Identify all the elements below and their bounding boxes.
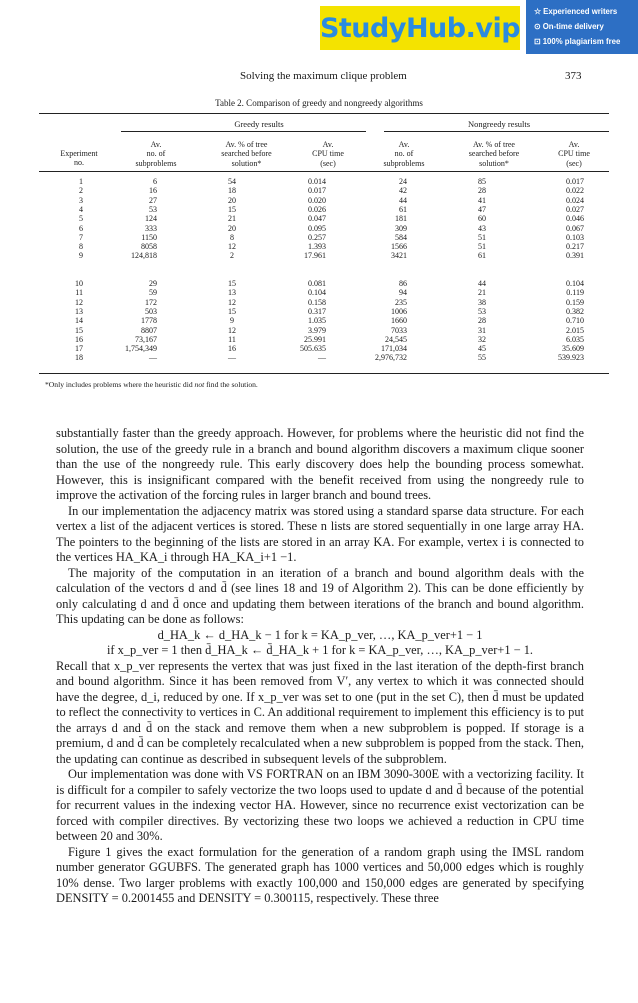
table-cell: 1 [79, 177, 83, 186]
table-cell: 15 [228, 204, 236, 214]
equation: if x_p_ver = 1 then d̄_HA_k ← d̄_HA_k + 1 for k = KA_p_ver, …, KA_p_ver+1 − 1. [106, 643, 534, 657]
table-cell: 31 [478, 325, 486, 335]
table-cell: 16 [228, 344, 236, 354]
table-cell: 7033 [391, 325, 407, 335]
table-header-rule [39, 171, 609, 172]
table-cell: 94 [399, 288, 407, 298]
table-cell: 0.017 [308, 186, 326, 196]
table-cell: 0.257 [308, 232, 326, 242]
paragraph: Our implementation was done with VS FORTRAN on an IBM 3090-300E with a vectorizing facility. It is difficult for a compiler to safely vectorize the two loops used to update d and d̄ because of the potential for recurrent values in the indexing vector HA. However, since no recurrence exist vectorization can be forced with compiler directives. By vectorizing these two loops we achieved a reduction in CPU time between 20 and 30%. [56, 767, 584, 843]
table-cell: 86 [399, 279, 407, 288]
col-header-nongreedy-subproblems: Av. no. of subproblems [383, 140, 425, 168]
brand-logo[interactable]: StudyHub.vip [320, 6, 520, 50]
table-cell: 0.067 [566, 223, 584, 233]
table-cell: 0.020 [308, 195, 326, 205]
table-cell: 4 [79, 204, 83, 214]
table-cell: 45 [478, 344, 486, 354]
table-cell: 124 [145, 214, 157, 224]
table-cell: 9 [79, 251, 83, 261]
table-cell: 1566 [391, 242, 407, 252]
table-cell: 0.159 [566, 297, 584, 307]
table-cell: 12 [228, 297, 236, 307]
table-cell: 35.609 [562, 344, 584, 354]
table-cell: 0.014 [308, 177, 326, 186]
table-cell: 2 [79, 186, 83, 196]
table-cell: 7 [79, 232, 83, 242]
table-cell: 51 [478, 242, 486, 252]
col-header-greedy-subproblems: Av. no. of subproblems [135, 140, 177, 168]
table-cell: — [318, 353, 326, 363]
table-cell: 0.022 [566, 186, 584, 196]
table-cell: 9 [230, 316, 234, 326]
badge-experienced-writers: ☆ Experienced writers [534, 7, 618, 16]
table-cell: 6.035 [566, 334, 584, 344]
table-cell: 47 [478, 204, 486, 214]
table-cell: 24,545 [385, 334, 407, 344]
paragraph: substantially faster than the greedy approach. However, for problems where the heuristic did not find the solution, the use of the greedy rule in a branch and bound algorithm discovers a maximum clique sooner than the use of the nongreedy rule. This early discovery does help the bounding process somewhat. However, this is insignificant compared with the benefit received from using the nongreedy rule to improve the activation of the forcing rules in larger branch and bound trees. [56, 426, 584, 502]
table-cell: 21 [478, 288, 486, 298]
table-cell: 53 [478, 306, 486, 316]
table-cell: 11 [75, 288, 83, 298]
table-cell: 20 [228, 223, 236, 233]
table-cell: 61 [478, 251, 486, 261]
table-cell: 24 [399, 177, 407, 186]
group-greedy-rule [121, 131, 366, 132]
table-cell: 2 [230, 251, 234, 261]
col-header-nongreedy-cpu: Av. CPU time (sec) [558, 140, 590, 168]
equation: d_HA_k ← d_HA_k − 1 for k = KA_p_ver, …, KA_p_ver+1 − 1 [157, 627, 483, 642]
table-cell: 0.047 [308, 214, 326, 224]
table-cell: 6 [79, 223, 83, 233]
group-nongreedy-rule [384, 131, 609, 132]
table-cell: 13 [75, 306, 83, 316]
paragraph: The majority of the computation in an iteration of a branch and bound algorithm deals with the calculation of the vectors d and d̄ (see lines 18 and 19 of Algorithm 2). This can be done efficiently by only calculating d and d̄ once and updating them between iterations of the branch and bound algorithm. This updating can be done as follows: [56, 565, 584, 626]
table-cell: 1660 [391, 316, 407, 326]
col-header-experiment: Experiment no. [60, 149, 98, 168]
table-cell: 12 [228, 325, 236, 335]
table-cell: 61 [399, 204, 407, 214]
table-cell: 333 [145, 223, 157, 233]
table-cell: 15 [228, 306, 236, 316]
table-cell: 0.103 [566, 232, 584, 242]
table-cell: 73,167 [135, 334, 157, 344]
table-cell: 0.217 [566, 242, 584, 252]
table-cell: 5 [79, 214, 83, 224]
table-cell: 3421 [391, 251, 407, 261]
table-cell: 18 [228, 186, 236, 196]
table-cell: 0.024 [566, 195, 584, 205]
table-footnote: *Only includes problems where the heuristic did not find the solution. [45, 380, 258, 389]
table-cell: 2,976,732 [375, 353, 407, 363]
table-cell: 584 [395, 232, 407, 242]
table-cell: 171,034 [381, 344, 407, 354]
table-cell: 55 [478, 353, 486, 363]
table-cell: 0.081 [308, 279, 326, 288]
table-cell: 0.391 [566, 251, 584, 261]
table-top-rule [39, 113, 609, 114]
group-greedy-label: Greedy results [234, 119, 284, 129]
table-cell: 13 [228, 288, 236, 298]
table-cell: 17.961 [304, 251, 326, 261]
table-cell: 10 [75, 279, 83, 288]
table-cell: 12 [75, 297, 83, 307]
table-cell: 59 [149, 288, 157, 298]
table-cell: 0.119 [566, 288, 584, 298]
table-cell: 1.035 [308, 316, 326, 326]
table-cell: 539.923 [558, 353, 584, 363]
table-cell: 32 [478, 334, 486, 344]
table-cell: — [149, 353, 157, 363]
paragraph: Recall that x_p_ver represents the vertex that was just fixed in the last iteration of the depth-first branch and bound algorithm. Since it has been removed from V′, any vertex to which it was connected should have the degree, d_i, reduced by one. If x_p_ver was set to one (put in the set C), then d̄ must be updated to reflect the connectivity to vertices in C. An additional requirement to implement this efficiency is to put the arrays d and d̄ on the stack and remove them when a new subproblem is popped. If storage is a premium, d and d̄ can be completely recalculated when a new subproblem is popped from the stack. Then, the updating can continue as described in subsequent levels of the subproblem. [56, 658, 584, 766]
table-cell: 505.635 [300, 344, 326, 354]
table-cell: 309 [395, 223, 407, 233]
table-cell: 235 [395, 297, 407, 307]
paragraph: Figure 1 gives the exact formulation for the generation of a random graph using the IMSL random number generator GGUBFS. The generated graph has 1000 vertices and 50,000 edges which is roughly 10% dense. Two larger problems with exactly 100,000 and 150,000 edges are generated by specifying DENSITY = 0.2001455 and DENSITY = 0.300115, respectively. These three [56, 844, 584, 905]
table-cell: 8807 [141, 325, 157, 335]
table-cell: 25.991 [304, 334, 326, 344]
table-cell: 44 [399, 195, 407, 205]
table-cell: 43 [478, 223, 486, 233]
table-cell: 38 [478, 297, 486, 307]
table-cell: 8 [79, 242, 83, 252]
table-cell: 0.382 [566, 306, 584, 316]
table-cell: 29 [149, 279, 157, 288]
table-cell: 16 [75, 334, 83, 344]
table-cell: 503 [145, 306, 157, 316]
table-cell: 1006 [391, 306, 407, 316]
table-cell: 21 [228, 214, 236, 224]
table-cell: 3 [79, 195, 83, 205]
table-cell: 27 [149, 195, 157, 205]
feature-badges [526, 0, 638, 54]
table-cell: 0.317 [308, 306, 326, 316]
table-cell: 20 [228, 195, 236, 205]
table-bottom-rule [39, 373, 609, 374]
table-cell: 0.710 [566, 316, 584, 326]
table-cell: 28 [478, 186, 486, 196]
table-cell: 14 [75, 316, 83, 326]
table-cell: 0.026 [308, 204, 326, 214]
table-cell: 124,818 [131, 251, 157, 261]
table-caption: Table 2. Comparison of greedy and nongreedy algorithms [215, 98, 423, 108]
table-cell: 60 [478, 214, 486, 224]
table-cell: 53 [149, 204, 157, 214]
table-cell: 85 [478, 177, 486, 186]
table-cell: 181 [395, 214, 407, 224]
table-cell: 12 [228, 242, 236, 252]
table-cell: 44 [478, 279, 486, 288]
table-cell: 0.104 [566, 279, 584, 288]
page-number: 373 [565, 70, 582, 82]
table-cell: 0.158 [308, 297, 326, 307]
table-cell: 42 [399, 186, 407, 196]
table-cell: 0.027 [566, 204, 584, 214]
col-header-greedy-cpu: Av. CPU time (sec) [312, 140, 344, 168]
col-header-greedy-tree-pct: Av. % of tree searched before solution* [221, 140, 272, 168]
table-cell: 0.046 [566, 214, 584, 224]
table-cell: 0.095 [308, 223, 326, 233]
table-cell: 1.393 [308, 242, 326, 252]
running-title: Solving the maximum clique problem [240, 70, 407, 82]
table-cell: 8 [230, 232, 234, 242]
table-cell: 18 [75, 353, 83, 363]
table-cell: 1,754,349 [125, 344, 157, 354]
table-cell: 28 [478, 316, 486, 326]
table-cell: 41 [478, 195, 486, 205]
group-nongreedy-label: Nongreedy results [467, 119, 531, 129]
table-cell: 8058 [141, 242, 157, 252]
badge-plagiarism-free: ⊡ 100% plagiarism free [534, 37, 621, 46]
table-cell: 3.979 [308, 325, 326, 335]
table-cell: 172 [145, 297, 157, 307]
paragraph: In our implementation the adjacency matrix was stored using a standard sparse data structure. For each vertex a list of the adjacent vertices is stored. These n lists are stored sequentially in one large array HA. The pointers to the beginning of the lists are stored in an array KA. For example, vertex i is connected to the vertices HA_KA_i through HA_KA_i+1 −1. [56, 503, 584, 564]
badge-on-time-delivery: ⊙ On-time delivery [534, 22, 604, 31]
col-header-nongreedy-tree-pct: Av. % of tree searched before solution* [468, 140, 520, 168]
table-cell: 15 [75, 325, 83, 335]
table-cell: 2.015 [566, 325, 584, 335]
table-cell: 17 [75, 344, 83, 354]
body-text [56, 426, 584, 907]
table-cell: 0.017 [566, 177, 584, 186]
table-cell: 15 [228, 279, 236, 288]
table-cell: — [228, 353, 236, 363]
table-cell: 16 [149, 186, 157, 196]
table-cell: 0.104 [308, 288, 326, 298]
table-cell: 1778 [141, 316, 157, 326]
table-cell: 11 [228, 334, 236, 344]
table-cell: 1150 [141, 232, 157, 242]
table-cell: 6 [153, 177, 157, 186]
ad-banner[interactable] [320, 0, 638, 54]
table-cell: 51 [478, 232, 486, 242]
table-cell: 54 [228, 177, 236, 186]
